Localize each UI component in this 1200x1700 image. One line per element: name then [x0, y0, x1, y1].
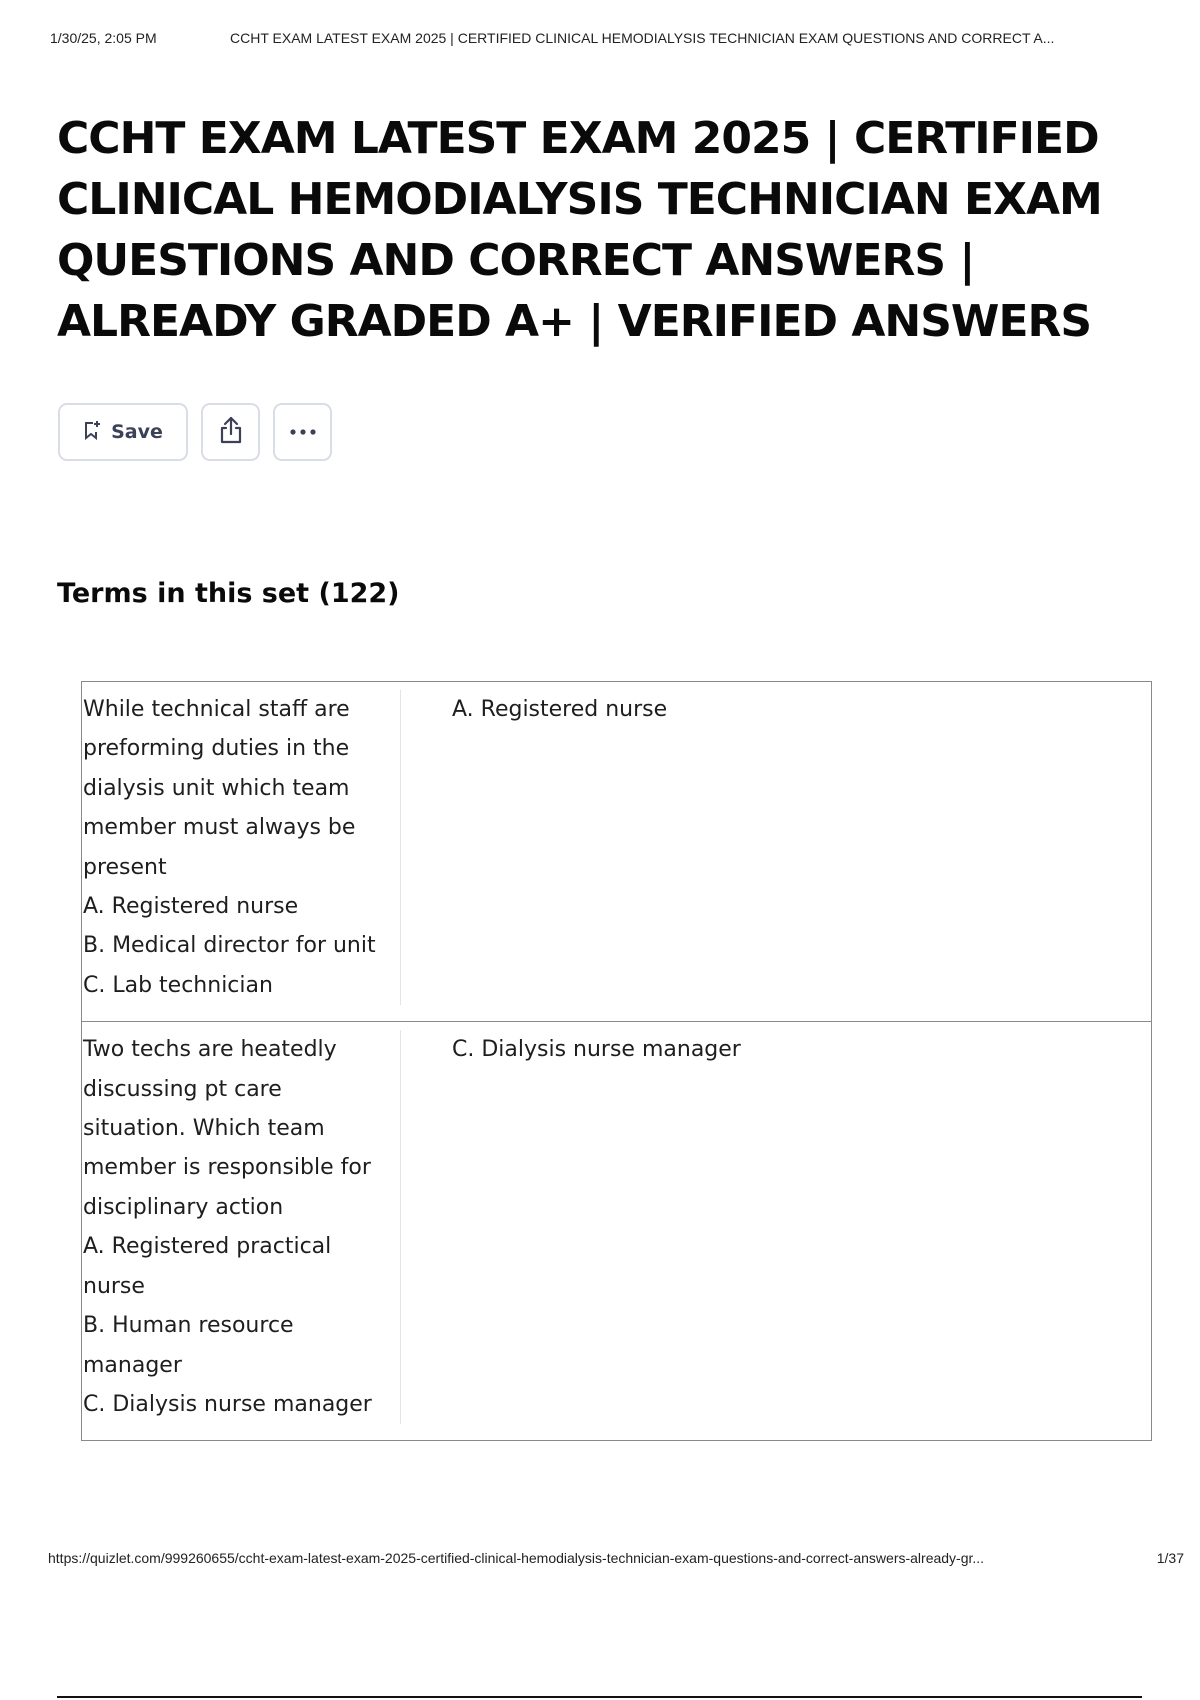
- table-row: [82, 682, 1151, 1022]
- save-button[interactable]: [58, 403, 188, 461]
- bookmark-add-icon: [83, 420, 101, 445]
- print-header: [50, 30, 1184, 50]
- terms-table: [81, 681, 1152, 1441]
- more-horizontal-icon: [289, 423, 317, 441]
- print-datetime: 1/30/25, 2:05 PM: [50, 30, 157, 46]
- print-doc-title: CCHT EXAM LATEST EXAM 2025 | CERTIFIED CLINICAL HEMODIALYSIS TECHNICIAN EXAM QUESTIONS AND CORRECT A...: [230, 30, 1055, 46]
- term-cell: While technical staff are preforming duties in the dialysis unit which team member must always be present A. Registered nurse B. Medical director for unit C. Lab technician: [82, 690, 401, 1005]
- definition-cell: A. Registered nurse: [452, 697, 668, 722]
- page-number: 1/37: [1156, 1550, 1184, 1566]
- divider: [57, 1696, 1142, 1698]
- print-url: https://quizlet.com/999260655/ccht-exam-latest-exam-2025-certified-clinical-hemodialysis-technician-exam-questions-and-correct-answers-already-gr...: [48, 1550, 985, 1566]
- save-button-label: Save: [111, 421, 163, 443]
- term-cell: Two techs are heatedly discussing pt care situation. Which team member is responsible for disciplinary action A. Registered practical nurse B. Human resource manager C. Dialysis nurse manager: [82, 1030, 401, 1424]
- share-icon: [217, 415, 245, 450]
- share-button[interactable]: [201, 403, 260, 461]
- table-row: [82, 1022, 1151, 1440]
- definition-cell: C. Dialysis nurse manager: [452, 1037, 741, 1063]
- action-bar: [58, 403, 332, 461]
- terms-heading: Terms in this set (122): [57, 578, 400, 609]
- page-title: CCHT EXAM LATEST EXAM 2025 | CERTIFIED CLINICAL HEMODIALYSIS TECHNICIAN EXAM QUESTIONS AND CORRECT ANSWERS | ALREADY GRADED A+ | VERIFIED ANSWERS: [57, 113, 1102, 347]
- more-options-button[interactable]: [273, 403, 332, 461]
